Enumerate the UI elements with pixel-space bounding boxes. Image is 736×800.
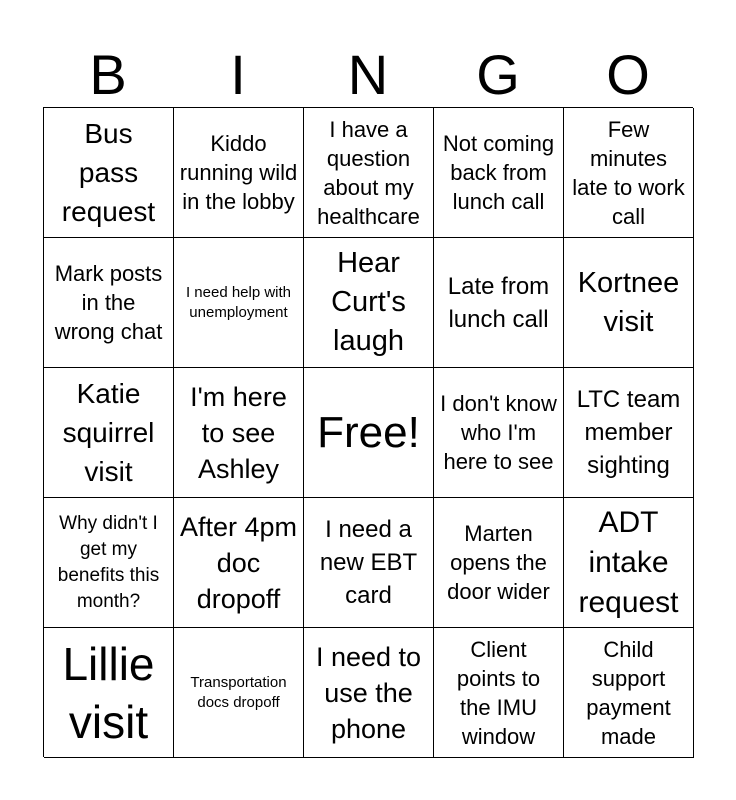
bingo-cell[interactable] <box>564 628 694 758</box>
cell-text: Not coming back from lunch call <box>442 131 555 214</box>
bingo-card-grid <box>43 107 693 757</box>
cell-text: I need a new EBT card <box>319 516 418 609</box>
header-letter-g: G <box>476 43 520 106</box>
cell-text: Why didn't I get my benefits this month? <box>57 512 160 612</box>
header-letter-o: O <box>606 43 650 106</box>
cell-text: Mark posts in the wrong chat <box>54 261 163 344</box>
bingo-cell[interactable] <box>434 498 564 628</box>
bingo-cell[interactable] <box>304 108 434 238</box>
cell-text: I need help with unemployment <box>185 283 292 321</box>
bingo-cell[interactable] <box>434 108 564 238</box>
bingo-cell[interactable] <box>304 498 434 628</box>
bingo-cell[interactable] <box>304 628 434 758</box>
cell-text: Lillie visit <box>62 637 155 748</box>
bingo-cell[interactable] <box>44 628 174 758</box>
bingo-cell[interactable] <box>304 238 434 368</box>
cell-text: After 4pm doc dropoff <box>179 511 298 614</box>
free-space-text: Free! <box>317 407 420 457</box>
bingo-cell[interactable] <box>434 628 564 758</box>
header-letter-n: N <box>347 43 389 106</box>
bingo-cell[interactable] <box>174 108 304 238</box>
cell-text: Few minutes late to work call <box>572 116 685 229</box>
bingo-cell[interactable] <box>44 238 174 368</box>
cell-text: Katie squirrel visit <box>62 378 155 487</box>
cell-text: Client points to the IMU window <box>456 636 541 749</box>
cell-text: I'm here to see Ashley <box>190 381 287 484</box>
cell-text: Hear Curt's laugh <box>331 247 406 357</box>
bingo-cell[interactable] <box>174 498 304 628</box>
bingo-header <box>43 42 693 108</box>
cell-text: Kiddo running wild in the lobby <box>179 131 298 214</box>
cell-text: Child support payment made <box>586 636 671 749</box>
header-letter-i: I <box>230 43 246 106</box>
bingo-cell[interactable] <box>434 238 564 368</box>
header-letter-b: B <box>89 43 127 106</box>
cell-text: Kortnee visit <box>577 266 680 338</box>
bingo-cell[interactable] <box>44 368 174 498</box>
cell-text: Late from lunch call <box>447 272 550 333</box>
bingo-cell[interactable] <box>174 628 304 758</box>
bingo-cell[interactable] <box>44 498 174 628</box>
bingo-cell[interactable] <box>564 368 694 498</box>
cell-text: I don't know who I'm here to see <box>440 391 557 474</box>
cell-text: ADT intake request <box>578 505 679 619</box>
cell-text: Marten opens the door wider <box>447 521 550 604</box>
bingo-cell[interactable] <box>564 108 694 238</box>
cell-text: Transportation docs dropoff <box>190 673 287 711</box>
cell-text: LTC team member sighting <box>576 386 681 479</box>
cell-text: Bus pass request <box>61 118 156 227</box>
bingo-cell[interactable] <box>174 368 304 498</box>
bingo-cell[interactable] <box>434 368 564 498</box>
bingo-cell[interactable] <box>564 238 694 368</box>
bingo-cell[interactable] <box>564 498 694 628</box>
cell-text: I need to use the phone <box>315 641 422 744</box>
bingo-cell-free[interactable] <box>304 368 434 498</box>
bingo-cell[interactable] <box>44 108 174 238</box>
bingo-cell[interactable] <box>174 238 304 368</box>
cell-text: I have a question about my healthcare <box>317 116 420 229</box>
